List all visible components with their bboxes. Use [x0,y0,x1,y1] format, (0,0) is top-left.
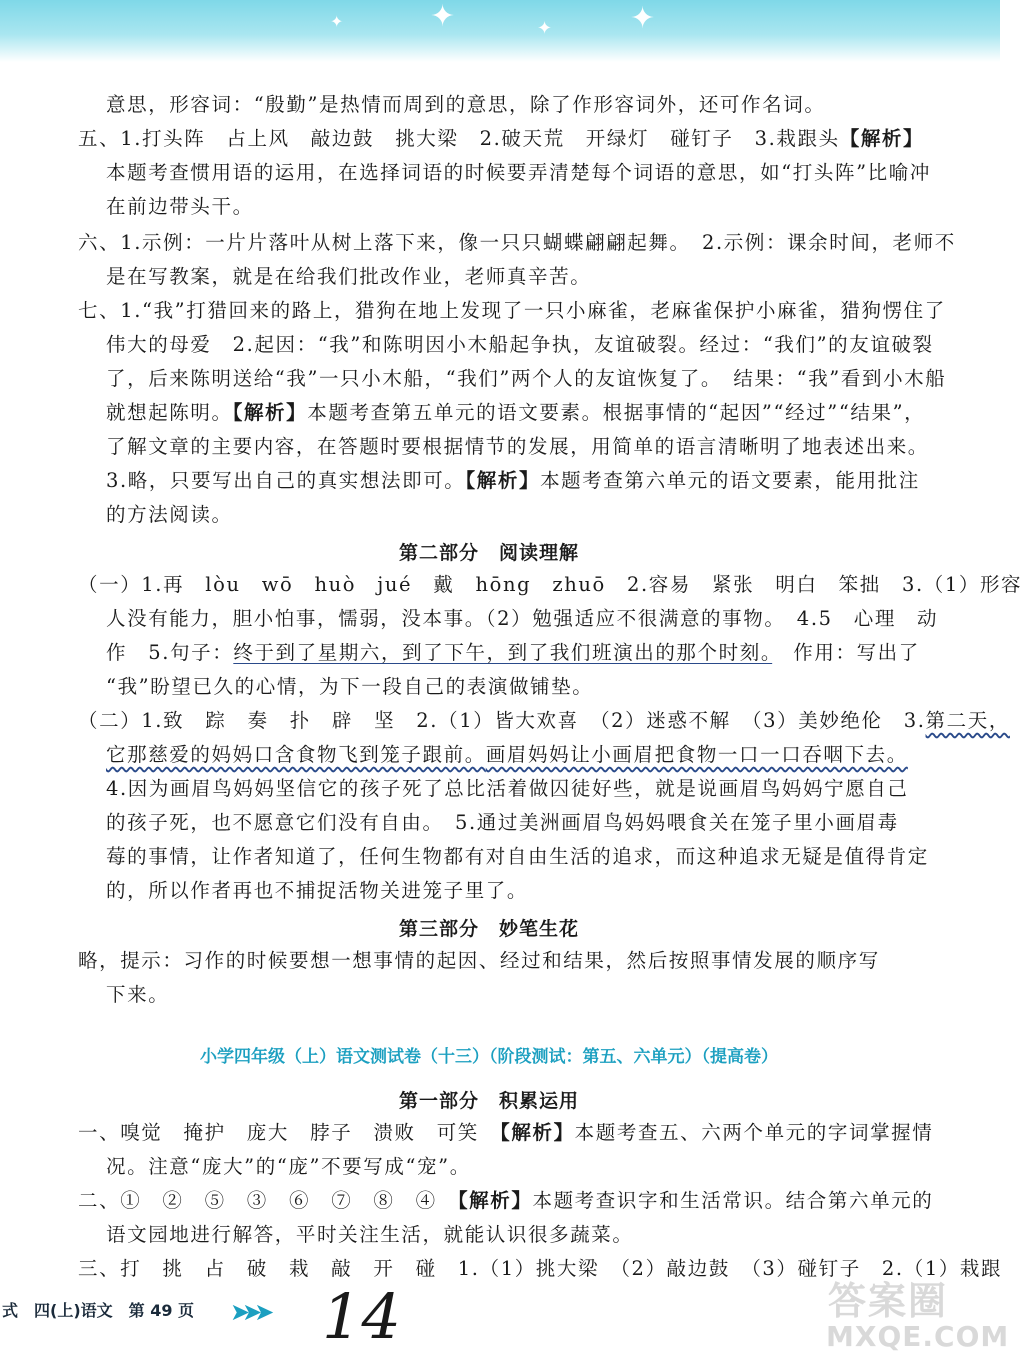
text-line: 一、嗅觉 掩护 庞大 脖子 溃败 可笑 【解析】本题考查五、六两个单元的字词掌握情 [78,1121,934,1144]
wavy-underlined-text: 画眉妈妈让小画眉把食物一口一口吞咽下去。 [485,743,908,766]
text-line: “我”盼望已久的心情，为下一段自己的表演做铺垫。 [106,675,594,698]
text-line: 三、打 挑 占 破 栽 敲 开 碰 1.（1）挑大梁 （2）敲边鼓 （3）碰钉子 2.（1）栽跟 [78,1257,1003,1280]
text-line: 在前边带头干。 [106,195,254,218]
text-line: 的方法阅读。 [106,503,233,526]
watermark-url: MXQE.COM [826,1320,1010,1353]
text-line: 下来。 [106,983,170,1006]
text-line: 了，后来陈明送给“我”一只小木船，“我们”两个人的友谊恢复了。 结果：“我”看到小木船 [106,367,947,390]
text-line: 3.略，只要写出自己的真实想法即可。【解析】本题考查第六单元的语文要素，能用批注 [106,469,920,492]
text-line: 语文园地进行解答，平时关注生活，就能认识很多蔬菜。 [106,1223,634,1246]
text-line: 略，提示：习作的时候要想一想事情的起因、经过和结果，然后按照事情发展的顺序写 [78,949,880,972]
text-line: 五、1.打头阵 占上风 敲边鼓 挑大梁 2.破天荒 开绿灯 碰钉子 3.栽跟头【解析】 [78,127,925,150]
text-line: 六、1.示例：一片片落叶从树上落下来，像一只只蝴蝶翩翩起舞。 2.示例：课余时间，老师不 [78,231,956,254]
handwritten-number: 14 [322,1280,401,1353]
underlined-sentence: 终于到了星期六，到了下午，到了我们班演出的那个时刻。 [233,641,773,664]
watermark-text: 答案圈 [828,1279,949,1323]
page-footer [0,1290,300,1330]
text-line: 是在写教案，就是在给我们批改作业，老师真辛苦。 [106,265,592,288]
text-line: 的孩子死，也不愿意它们没有自由。 5.通过美洲画眉鸟妈妈喂食关在笼子里小画眉毒 [106,811,899,834]
text-line: 伟大的母爱 2.起因：“我”和陈明因小木船起争执，友谊破裂。经过：“我们”的友谊破裂 [106,333,934,356]
text-line: （二）1.致 踪 奏 扑 辟 坚 2.（1）皆大欢喜 （2）迷惑不解 （3）美妙绝伦 3.第二天， [78,709,1010,732]
wavy-underlined-text: 第二天， [925,709,1010,732]
text-line: 的，所以作者再也不捕捉活物关进笼子里了。 [106,879,529,902]
wavy-underlined-text: 它那慈爱的妈妈口含食物飞到笼子跟前。 [106,743,486,766]
text-line: 作 5.句子：终于到了星期六，到了下午，到了我们班演出的那个时刻。 作用：写出了 [106,641,920,664]
sparkle-icon: ✦ [330,12,344,31]
text-line: （一）1.再 lòu wō huò jué 戴 hōng zhuō 2.容易 紧张 明白 笨拙 3.（1）形容 [78,573,1022,596]
page-number: 式 四(上)语文 第 49 页 [2,1301,195,1320]
text-line: 七、1.“我”打猎回来的路上，猎狗在地上发现了一只小麻雀，老麻雀保护小麻雀，猎狗愣住了 [78,299,946,322]
text-line: 本题考查惯用语的运用，在选择词语的时候要弄清楚每个词语的意思，如“打头阵”比喻冲 [106,161,931,184]
sparkle-icon: ✦ [537,18,553,39]
section-title: 第二部分 阅读理解 [398,542,579,564]
arrow-icon: ➤➤➤ [230,1298,267,1326]
text-line: 意思，形容词：“殷勤”是热情而周到的意思，除了作形容词外，还可作名词。 [106,93,826,116]
text-line: 了解文章的主要内容，在答题时要根据情节的发展，用简单的语言清晰明了地表述出来。 [106,435,929,458]
sparkle-icon: ✦ [630,1,656,36]
header-banner [0,0,1000,62]
text-line: 况。注意“庞大”的“庞”不要写成“宠”。 [106,1155,471,1178]
text-line: 人没有能力，胆小怕事，懦弱，没本事。（2）勉强适应不很满意的事物。 4.5 心理 动 [106,607,939,630]
text-line: 二、① ② ⑤ ③ ⑥ ⑦ ⑧ ④ 【解析】本题考查识字和生活常识。结合第六单元的 [78,1189,934,1212]
text-line [106,742,928,768]
sparkle-icon: ✦ [430,0,456,34]
text-line: 就想起陈明。【解析】本题考查第五单元的语文要素。根据事情的“起因”“经过”“结果”， [106,401,926,424]
text-line: 4.因为画眉鸟妈妈坚信它的孩子死了总比活着做囚徒好些，就是说画眉鸟妈妈宁愿自己 [106,777,909,800]
section-title: 第三部分 妙笔生花 [398,918,579,940]
section-title: 第一部分 积累运用 [398,1090,579,1112]
text-line: 莓的事情，让作者知道了，任何生物都有对自由生活的追求，而这种追求无疑是值得肯定 [106,845,929,868]
watermark-logo [810,1270,1010,1364]
test-title: 小学四年级（上）语文测试卷（十三）（阶段测试：第五、六单元）（提高卷） [200,1047,778,1067]
